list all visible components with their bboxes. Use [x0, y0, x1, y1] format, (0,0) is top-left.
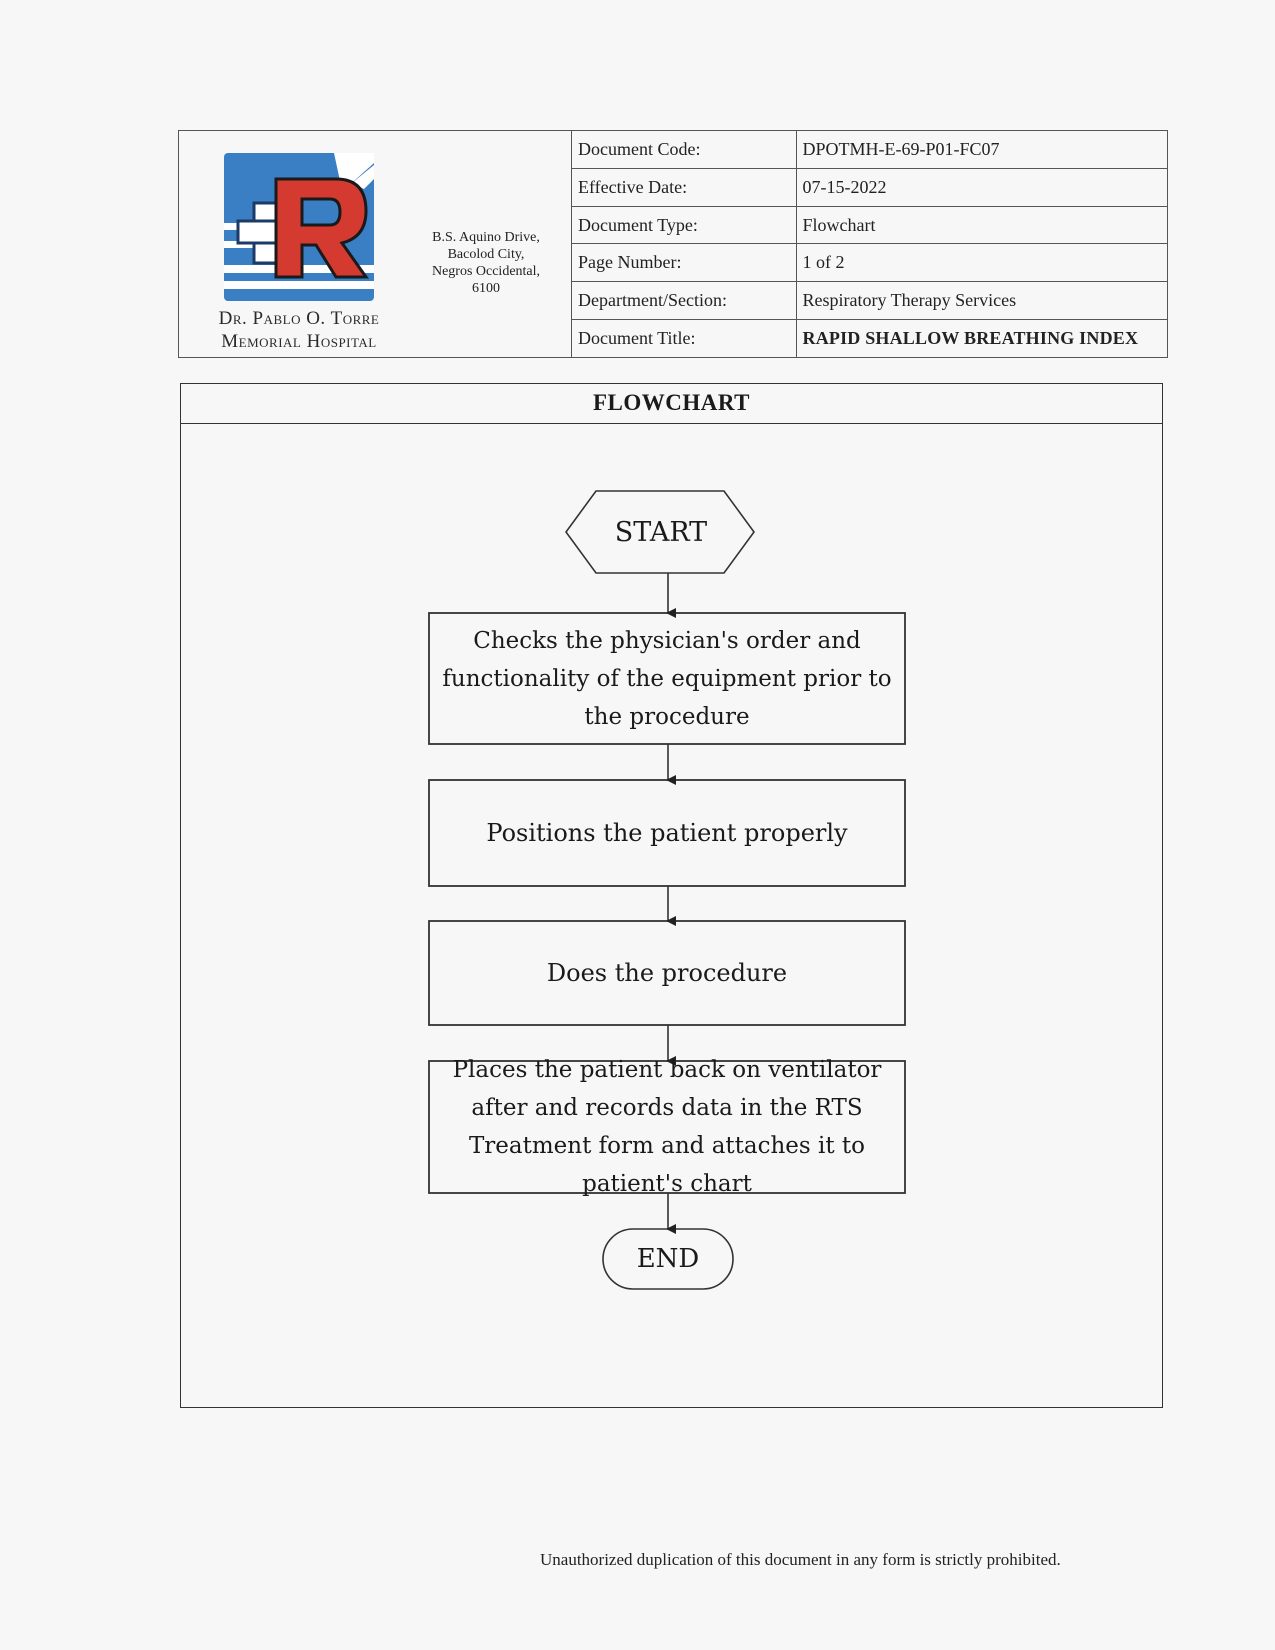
document-title-value: RAPID SHALLOW BREATHING INDEX: [796, 319, 1167, 357]
start-label: START: [614, 516, 708, 548]
document-info-table: [572, 131, 1167, 357]
step-2-label: Positions the patient properly: [486, 819, 848, 847]
flowchart-frame: [180, 383, 1163, 1408]
page-number-label: Page Number:: [572, 244, 796, 282]
hospital-name: [189, 307, 409, 353]
flowchart-title: FLOWCHART: [181, 384, 1162, 424]
document-type-label: Document Type:: [572, 206, 796, 244]
table-row: [572, 131, 1167, 169]
department-label: Department/Section:: [572, 282, 796, 320]
hospital-logo-icon: [224, 153, 374, 301]
document-code-value: DPOTMH-E-69-P01-FC07: [796, 131, 1167, 169]
effective-date-label: Effective Date:: [572, 169, 796, 207]
department-value: Respiratory Therapy Services: [796, 282, 1167, 320]
end-label: END: [636, 1244, 700, 1274]
hospital-block: [179, 131, 572, 357]
footer-notice: Unauthorized duplication of this document in any form is strictly prohibited.: [540, 1550, 1061, 1569]
table-row: [572, 206, 1167, 244]
document-code-label: Document Code:: [572, 131, 796, 169]
table-row: [572, 319, 1167, 357]
hospital-name-line1: Dr. Pablo O. Torre: [218, 308, 380, 329]
document-title-label: Document Title:: [572, 319, 796, 357]
step-1-label: Checks the physician's order and functionality of the equipment prior to the procedure: [442, 627, 892, 730]
table-row: [572, 244, 1167, 282]
document-type-value: Flowchart: [796, 206, 1167, 244]
effective-date-value: 07-15-2022: [796, 169, 1167, 207]
table-row: [572, 169, 1167, 207]
table-row: [572, 282, 1167, 320]
hospital-name-line2: Memorial Hospital: [221, 331, 377, 352]
step-3-label: Does the procedure: [546, 959, 788, 987]
document-header: [178, 130, 1168, 358]
hospital-address: B.S. Aquino Drive, Bacolod City, Negros Occidental, 6100: [431, 230, 541, 296]
step-4-label: Places the patient back on ventilator after and records data in the RTS Treatment form and attaches it to patient's chart: [452, 1057, 882, 1197]
page-number-value: 1 of 2: [796, 244, 1167, 282]
